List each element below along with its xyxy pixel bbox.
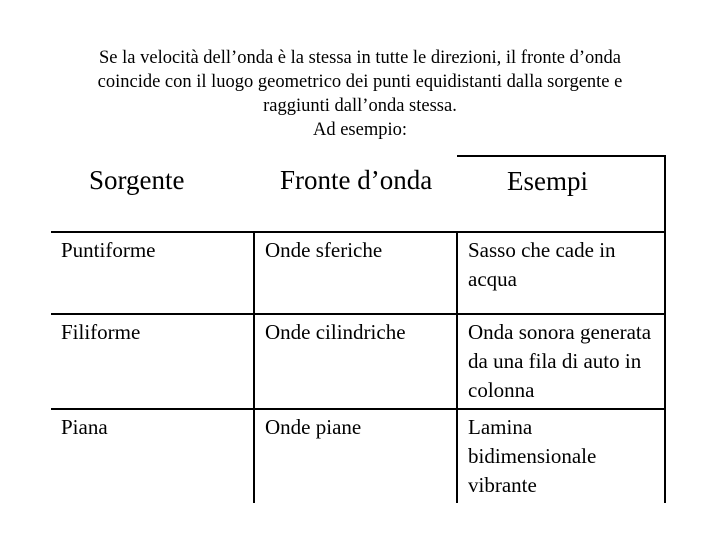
cell-fronte-onda: Onde piane (254, 409, 457, 503)
cell-sorgente: Puntiforme (51, 232, 254, 314)
cell-esempi: Lamina bidimensionale vibrante (457, 409, 665, 503)
intro-paragraph (60, 46, 660, 142)
header-label: Sorgente (89, 165, 185, 195)
intro-line: coincide con il luogo geometrico dei punti equidistanti dalla sorgente e (97, 72, 623, 92)
table-row (51, 232, 665, 314)
cell-sorgente: Filiforme (51, 314, 254, 409)
table-row (51, 314, 665, 409)
intro-line: Ad esempio: (312, 120, 408, 140)
cell-esempi: Onda sonora generata da una fila di auto in colonna (457, 314, 665, 409)
cell-fronte-onda: Onde cilindriche (254, 314, 457, 409)
header-esempi (457, 156, 665, 232)
table-row (51, 409, 665, 503)
header-fronte-onda (254, 156, 457, 232)
table-header-row (51, 156, 665, 232)
header-label: Esempi (507, 166, 588, 196)
cell-esempi: Sasso che cade in acqua (457, 232, 665, 314)
cell-sorgente: Piana (51, 409, 254, 503)
wave-front-table (51, 155, 666, 503)
header-label: Fronte d’onda (280, 165, 433, 195)
cell-fronte-onda: Onde sferiche (254, 232, 457, 314)
intro-line: raggiunti dall’onda stessa. (263, 96, 457, 116)
intro-line: Se la velocità dell’onda è la stessa in tutte le direzioni, il fronte d’onda (99, 48, 621, 68)
header-sorgente (51, 156, 254, 232)
